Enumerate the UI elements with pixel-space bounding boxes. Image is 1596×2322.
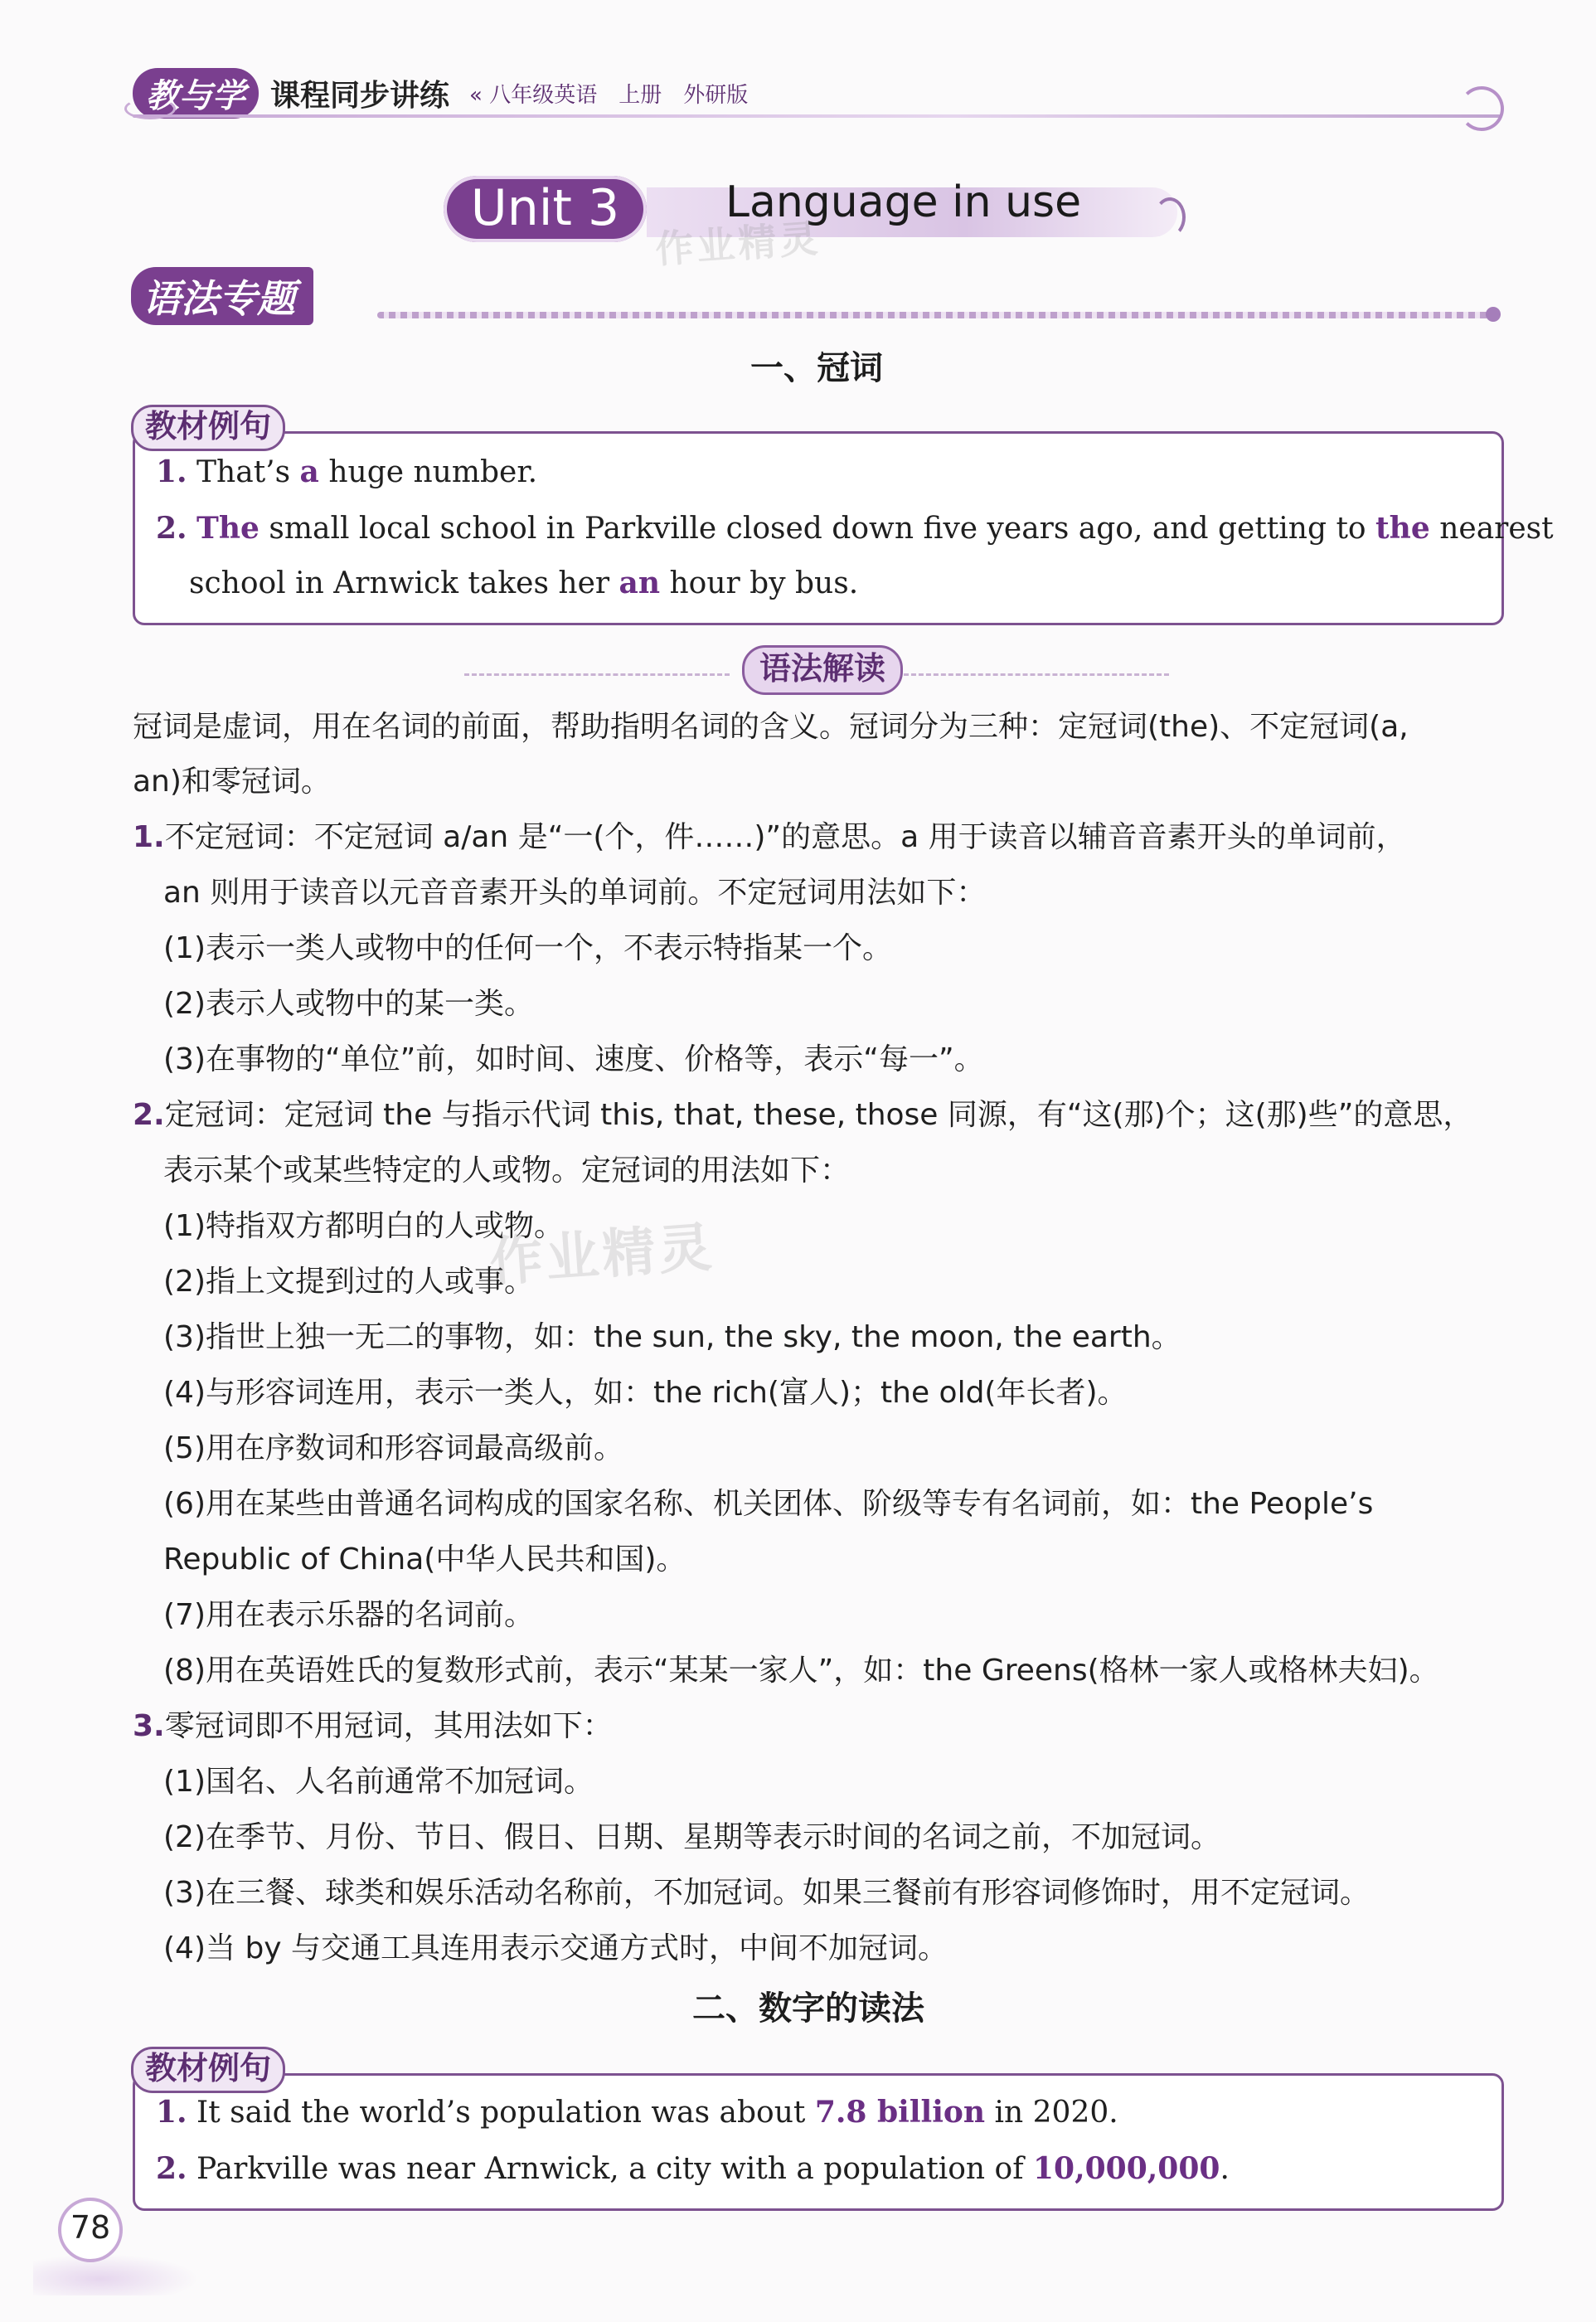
sub-item: (6)用在某些由普通名词构成的国家名称、机关团体、阶级等专有名词前，如：the People’s xyxy=(163,1487,1374,1521)
watermark: 作业精灵 xyxy=(653,216,822,272)
example-sentence: 1. That’s a huge number. xyxy=(156,454,538,489)
divider-left xyxy=(464,673,730,676)
list-item: 3.零冠词即不用冠词，其用法如下： xyxy=(133,1709,613,1743)
sub-item: (7)用在表示乐器的名词前。 xyxy=(163,1598,534,1632)
paragraph: an)和零冠词。 xyxy=(133,765,331,799)
page-header xyxy=(133,68,748,118)
heading-number-reading: 二、数字的读法 xyxy=(692,1989,924,2028)
divider-right xyxy=(904,673,1169,676)
sub-item: (8)用在英语姓氏的复数形式前，表示“某某一家人”，如：the Greens(格林一家人或格林夫妇)。 xyxy=(163,1654,1439,1688)
swirl-ornament-left-icon xyxy=(124,98,176,119)
heading-articles: 一、冠词 xyxy=(750,349,883,387)
sub-item: (1)特指双方都明白的人或物。 xyxy=(163,1209,564,1243)
sub-item: (2)指上文提到过的人或事。 xyxy=(163,1265,534,1299)
example-sentence-continued: school in Arnwick takes her an hour by bus. xyxy=(189,566,859,600)
list-item: 2.定冠词：定冠词 the 与指示代词 this, that, these, those 同源，有“这(那)个；这(那)些”的意思， xyxy=(133,1098,1473,1132)
sub-item: (2)在季节、月份、节日、假日、日期、星期等表示时间的名词之前，不加冠词。 xyxy=(163,1820,1220,1854)
example-tag: 教材例句 xyxy=(131,405,285,451)
swirl-ornament-icon xyxy=(1459,86,1504,131)
sub-item: (3)在事物的“单位”前，如时间、速度、价格等，表示“每一”。 xyxy=(163,1042,984,1076)
section-rule-dot-icon xyxy=(1486,307,1501,322)
sub-item-continued: Republic of China(中华人民共和国)。 xyxy=(163,1542,686,1576)
header-rule xyxy=(133,114,1501,118)
book-subtitle: « 八年级英语 上册 外研版 xyxy=(469,82,749,108)
page-number: 78 xyxy=(70,2209,111,2246)
example-box-numbers xyxy=(133,2073,1504,2211)
list-item: 1.不定冠词：不定冠词 a/an 是“一(个，件……)”的意思。a 用于读音以辅音音素开头的单词前， xyxy=(133,820,1406,854)
example-sentence: 2. The small local school in Parkville closed down five years ago, and getting to the nearest xyxy=(156,511,1554,546)
page-corner-ornament xyxy=(33,2254,199,2295)
unit-label: Unit 3 xyxy=(444,176,647,242)
sub-item: (5)用在序数词和形容词最高级前。 xyxy=(163,1431,623,1465)
unit-title: Language in use xyxy=(725,177,1082,227)
sub-item: (2)表示人或物中的某一类。 xyxy=(163,987,534,1021)
sub-item: (3)指世上独一无二的事物，如：the sun, the sky, the moon, the earth。 xyxy=(163,1320,1181,1354)
sub-item: (1)表示一类人或物中的任何一个，不表示特指某一个。 xyxy=(163,931,892,965)
paragraph: 冠词是虚词，用在名词的前面，帮助指明名词的含义。冠词分为三种：定冠词(the)、不定冠词(a, xyxy=(133,710,1409,744)
example-sentence: 2. Parkville was near Arnwick, a city with a population of 10,000,000. xyxy=(156,2151,1230,2186)
watermark: 作业精灵 xyxy=(488,1217,717,1295)
list-item-continued: 表示某个或某些特定的人或物。定冠词的用法如下： xyxy=(163,1154,851,1188)
sub-item: (4)当 by 与交通工具连用表示交通方式时，中间不加冠词。 xyxy=(163,1931,948,1965)
section-tag: 语法专题 xyxy=(131,267,313,325)
example-sentence: 1. It said the world’s population was about 7.8 billion in 2020. xyxy=(156,2095,1118,2130)
sub-item: (3)在三餐、球类和娱乐活动名称前，不加冠词。如果三餐前有形容词修饰时，用不定冠词。 xyxy=(163,1876,1370,1910)
list-item-continued: an 则用于读音以元音音素开头的单词前。不定冠词用法如下： xyxy=(163,876,987,910)
explain-tag: 语法解读 xyxy=(742,645,903,695)
publisher-logo: 教与学 xyxy=(133,68,259,119)
curl-ornament-icon xyxy=(1154,197,1186,237)
book-title: 课程同步讲练 xyxy=(270,78,450,113)
section-tag-bar xyxy=(131,270,313,322)
sub-item: (4)与形容词连用，表示一类人，如：the rich(富人)；the old(年长者)。 xyxy=(163,1376,1128,1410)
section-rule xyxy=(377,312,1497,318)
example-tag: 教材例句 xyxy=(131,2047,285,2093)
sub-item: (1)国名、人名前通常不加冠词。 xyxy=(163,1765,594,1799)
